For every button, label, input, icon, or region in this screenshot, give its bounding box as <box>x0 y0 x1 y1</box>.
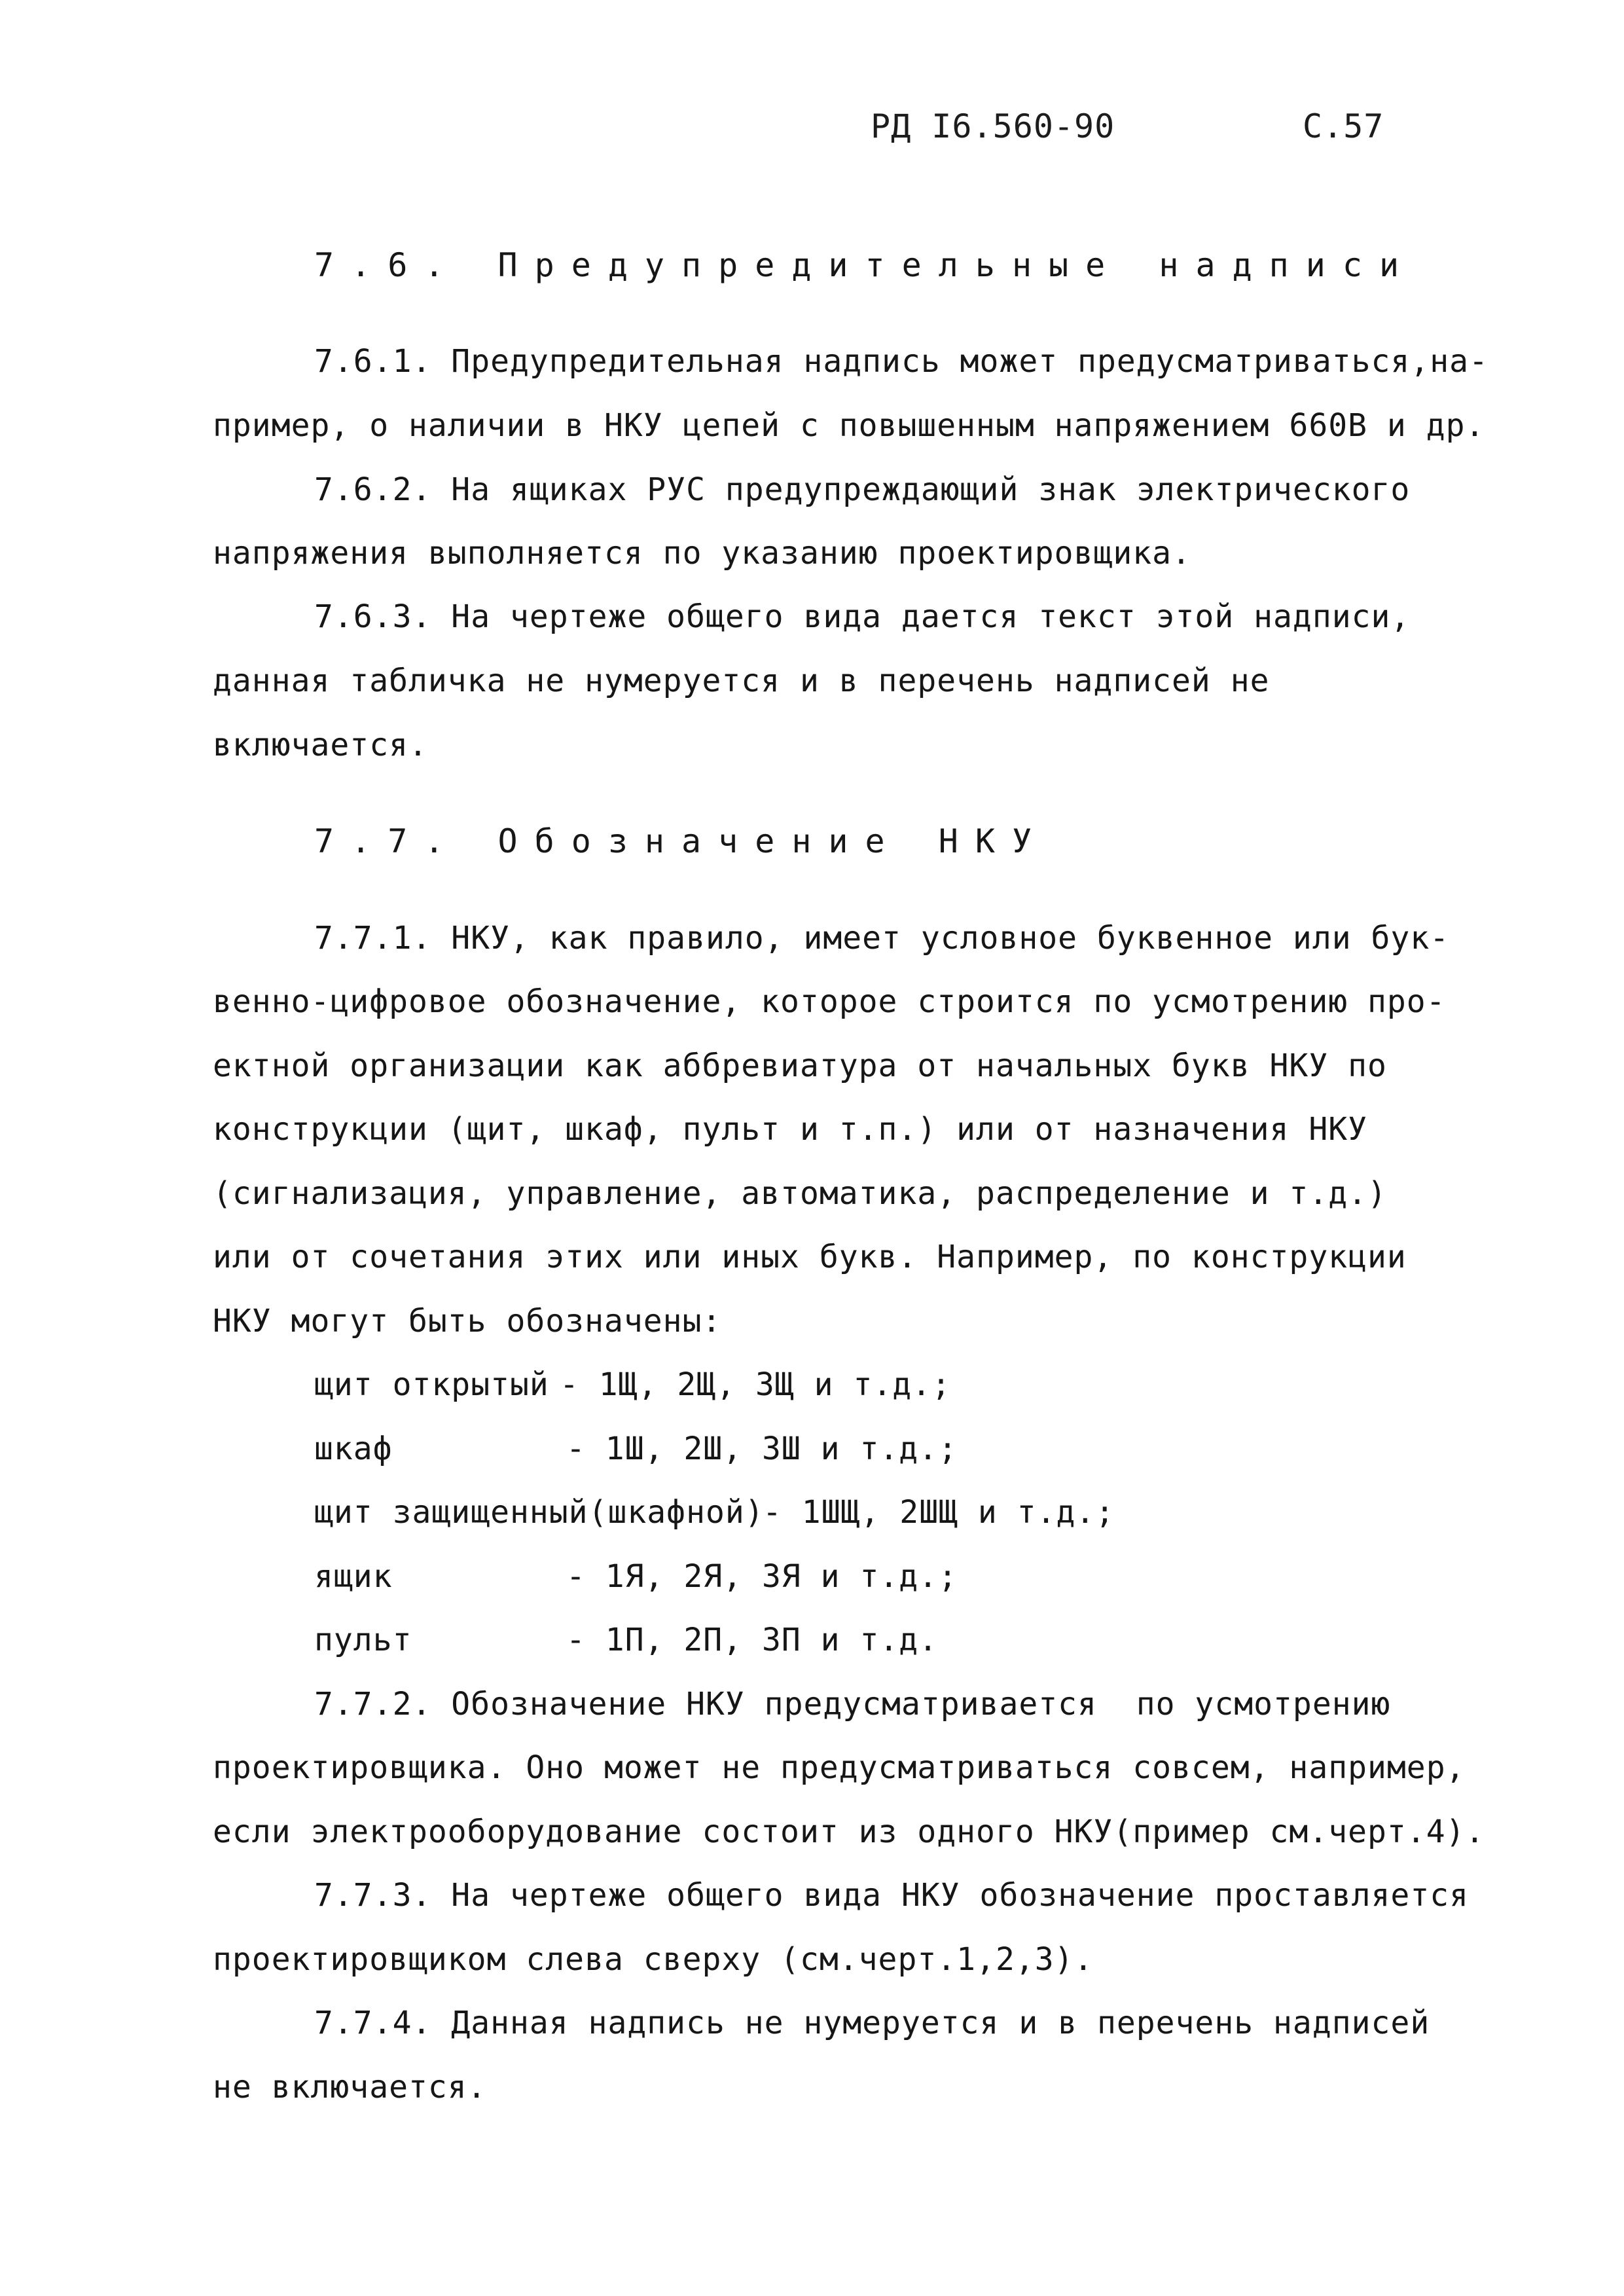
list-item-term: пульт <box>314 1622 412 1658</box>
paragraph-7-6-1-line-1: 7.6.1. Предупредительная надпись может предусматриваться,на- <box>314 343 1489 380</box>
paragraph-7-7-1-line-2: венно-цифровое обозначение, которое строится по усмотрению про- <box>213 983 1446 1020</box>
paragraph-7-6-3-line-2: данная табличка не нумеруется и в перечень надписей не <box>213 663 1270 699</box>
list-item-term: щит защищенный(шкафной) <box>314 1494 765 1531</box>
paragraph-7-6-1-line-2: пример, о наличии в НКУ цепей с повышенным напряжением 660В и др. <box>213 407 1485 444</box>
paragraph-7-6-2-line-1: 7.6.2. На ящиках РУС предупреждающий знак электрического <box>314 471 1411 508</box>
list-item-value: - 1Ш, 2Ш, 3Ш и т.д.; <box>566 1430 958 1467</box>
paragraph-7-6-2-line-2: напряжения выполняется по указанию проектировщика. <box>213 535 1191 572</box>
paragraph-7-7-1-line-5: (сигнализация, управление, автоматика, распределение и т.д.) <box>213 1175 1387 1212</box>
section-7-6-title: 7.6. Предупредительные надписи <box>314 246 1416 284</box>
paragraph-7-6-3-line-1: 7.6.3. На чертеже общего вида дается текст этой надписи, <box>314 598 1411 635</box>
paragraph-7-7-2-line-3: если электрооборудование состоит из одного НКУ(пример см.черт.4). <box>213 1813 1485 1850</box>
list-item-value: - 1Я, 2Я, 3Я и т.д.; <box>566 1558 958 1595</box>
paragraph-7-7-1-line-4: конструкции (щит, шкаф, пульт и т.п.) или от назначения НКУ <box>213 1111 1368 1148</box>
paragraph-7-7-2-line-1: 7.7.2. Обозначение НКУ предусматривается по усмотрению <box>314 1686 1391 1722</box>
paragraph-7-7-1-line-3: ектной организации как аббревиатура от начальных букв НКУ по <box>213 1048 1387 1084</box>
document-code: РД I6.560-90 <box>871 107 1115 145</box>
list-item-value: - 1Щ, 2Щ, 3Щ и т.д.; <box>560 1366 951 1403</box>
list-item-term: щит открытый <box>314 1366 549 1403</box>
paragraph-7-7-4-line-1: 7.7.4. Данная надпись не нумеруется и в перечень надписей <box>314 2005 1430 2041</box>
paragraph-7-7-3-line-2: проектировщиком слева сверху (см.черт.1,2,3). <box>213 1941 1094 1978</box>
section-7-7-title: 7.7. Обозначение НКУ <box>314 822 1049 860</box>
paragraph-7-7-1-line-1: 7.7.1. НКУ, как правило, имеет условное буквенное или бук- <box>314 920 1450 957</box>
list-item-term: шкаф <box>314 1430 393 1467</box>
list-item-value: - 1П, 2П, 3П и т.д. <box>566 1622 939 1658</box>
list-item-value: - 1ШЩ, 2ШЩ и т.д.; <box>763 1494 1115 1531</box>
paragraph-7-7-1-line-7: НКУ могут быть обозначены: <box>213 1303 722 1339</box>
paragraph-7-7-1-line-6: или от сочетания этих или иных букв. Например, по конструкции <box>213 1239 1407 1275</box>
page-number: С.57 <box>1303 107 1384 145</box>
paragraph-7-7-4-line-2: не включается. <box>213 2069 487 2105</box>
paragraph-7-7-2-line-2: проектировщика. Оно может не предусматриваться совсем, например, <box>213 1749 1466 1786</box>
paragraph-7-7-3-line-1: 7.7.3. На чертеже общего вида НКУ обозначение проставляется <box>314 1877 1470 1914</box>
list-item-term: ящик <box>314 1558 393 1595</box>
paragraph-7-6-3-line-3: включается. <box>213 727 428 763</box>
